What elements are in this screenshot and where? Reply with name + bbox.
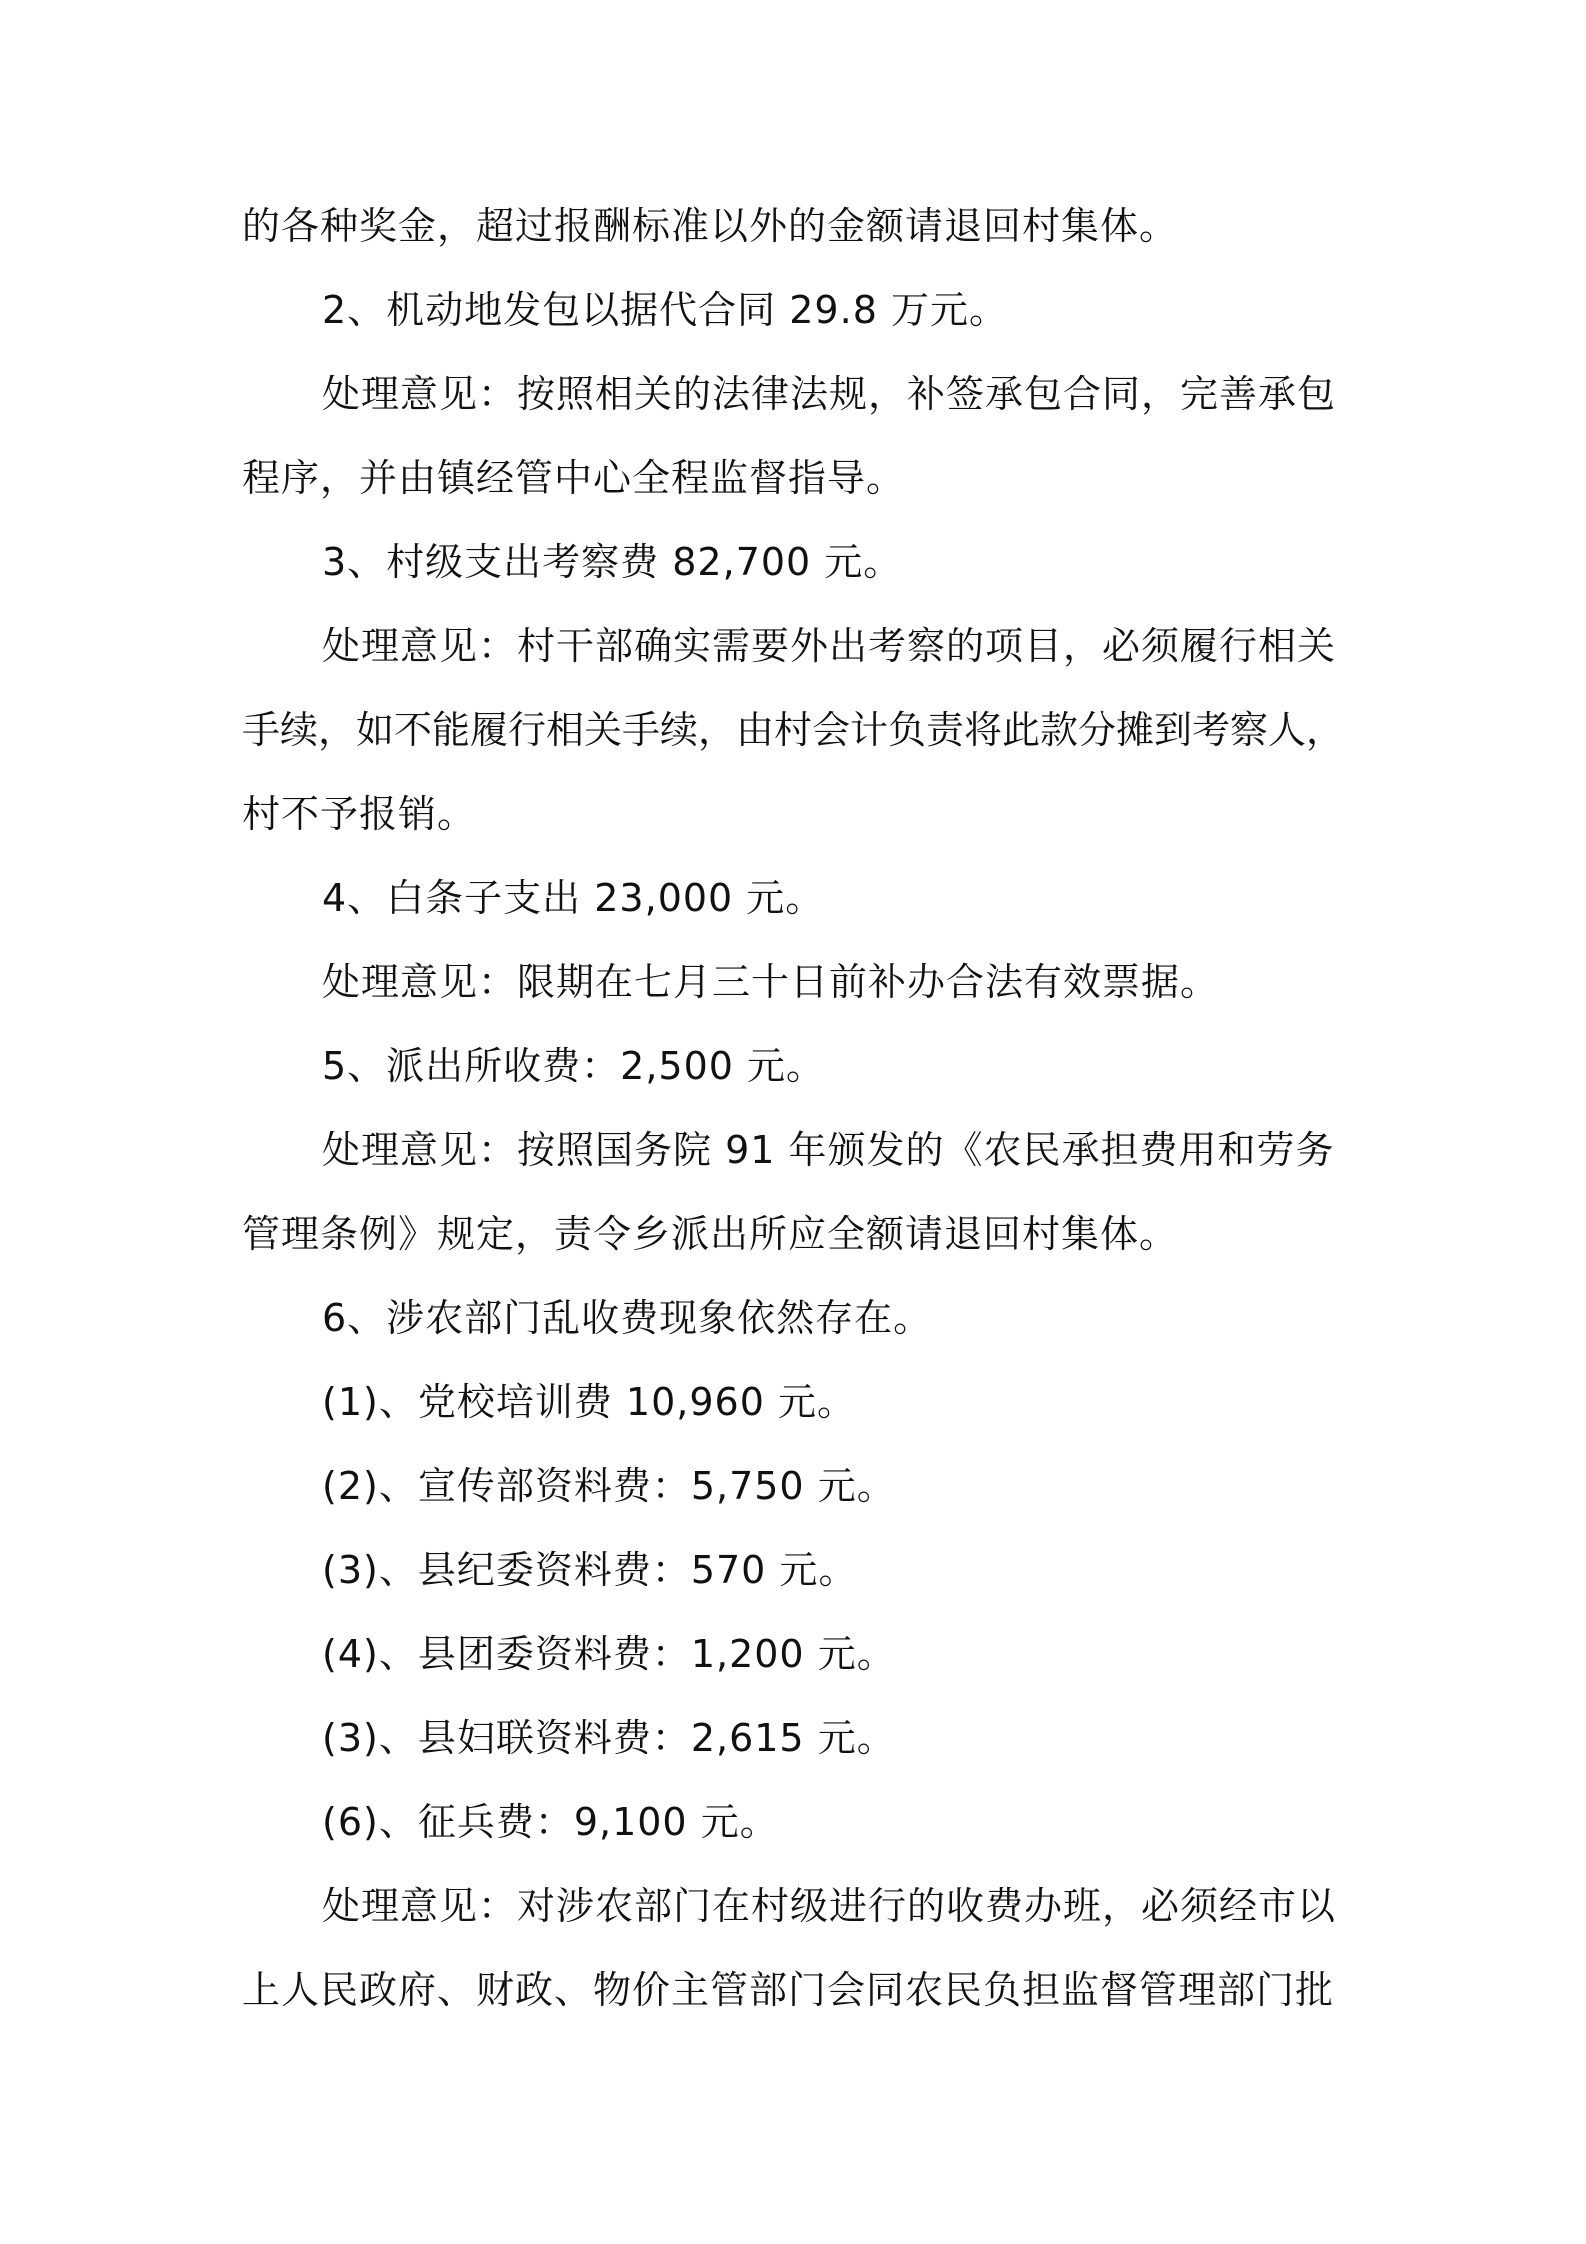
text-line-22: 上人民政府、财政、物价主管部门会同农民负担监督管理部门批 bbox=[242, 1968, 1335, 2012]
text-line-21: 处理意见：对涉农部门在村级进行的收费办班，必须经市以 bbox=[322, 1884, 1337, 1928]
text-line-13: 管理条例》规定，责令乡派出所应全额请退回村集体。 bbox=[242, 1212, 1179, 1256]
text-line-2: 2、机动地发包以据代合同 29.8 万元。 bbox=[322, 288, 1008, 332]
text-line-12: 处理意见：按照国务院 91 年颁发的《农民承担费用和劳务 bbox=[322, 1128, 1335, 1172]
text-line-3: 处理意见：按照相关的法律法规，补签承包合同，完善承包 bbox=[322, 372, 1337, 416]
text-line-7: 手续，如不能履行相关手续，由村会计负责将此款分摊到考察人， bbox=[242, 708, 1345, 752]
text-line-8: 村不予报销。 bbox=[242, 792, 477, 836]
text-line-5: 3、村级支出考察费 82,700 元。 bbox=[322, 540, 903, 584]
text-line-6: 处理意见：村干部确实需要外出考察的项目，必须履行相关 bbox=[322, 624, 1337, 668]
text-line-11: 5、派出所收费：2,500 元。 bbox=[322, 1044, 826, 1088]
text-line-15: (1)、党校培训费 10,960 元。 bbox=[322, 1380, 856, 1424]
text-line-9: 4、白条子支出 23,000 元。 bbox=[322, 876, 825, 920]
text-line-19: (3)、县妇联资料费：2,615 元。 bbox=[322, 1716, 896, 1760]
text-line-18: (4)、县团委资料费：1,200 元。 bbox=[322, 1632, 896, 1676]
text-line-14: 6、涉农部门乱收费现象依然存在。 bbox=[322, 1296, 933, 1340]
text-line-10: 处理意见：限期在七月三十日前补办合法有效票据。 bbox=[322, 960, 1220, 1004]
text-line-17: (3)、县纪委资料费：570 元。 bbox=[322, 1548, 858, 1592]
text-line-4: 程序，并由镇经管中心全程监督指导。 bbox=[242, 456, 906, 500]
text-line-1: 的各种奖金，超过报酬标准以外的金额请退回村集体。 bbox=[242, 204, 1179, 248]
text-line-20: (6)、征兵费：9,100 元。 bbox=[322, 1800, 779, 1844]
text-line-16: (2)、宣传部资料费：5,750 元。 bbox=[322, 1464, 896, 1508]
